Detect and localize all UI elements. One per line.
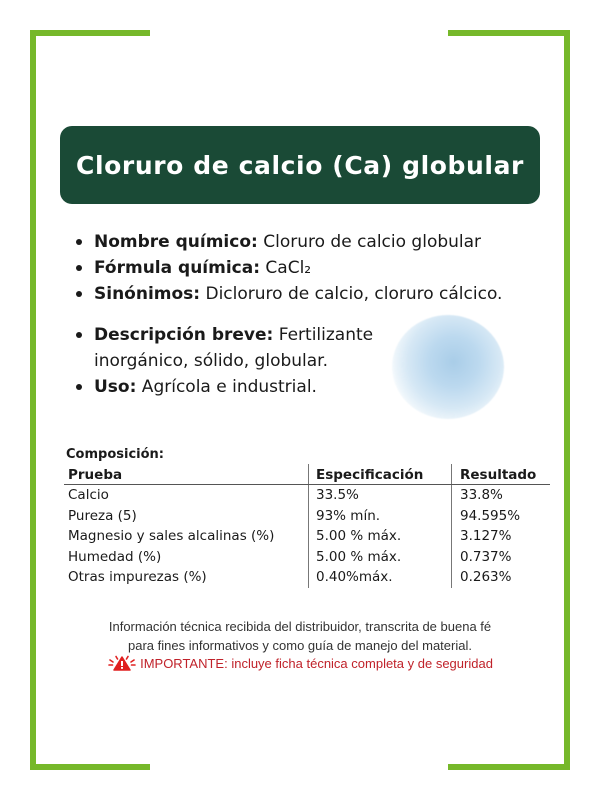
- page-title: Cloruro de calcio (Ca) globular: [76, 150, 524, 180]
- cell-prueba: Humedad (%): [68, 548, 162, 565]
- fact-formula: [94, 255, 502, 281]
- cell-prueba: Magnesio y sales alcalinas (%): [68, 528, 275, 545]
- cell-resultado: 0.263%: [452, 567, 551, 588]
- fact-label: Sinónimos:: [94, 284, 201, 304]
- frame-bottom-left-h: [30, 764, 150, 770]
- fact-value: Fertilizante inorgánico, sólido, globular.: [94, 325, 374, 371]
- table-row: [64, 526, 550, 547]
- cell-prueba: Calcio: [68, 487, 109, 504]
- fact-nombre: [94, 229, 502, 255]
- disclaimer-line-1: Información técnica recibida del distribuidor, transcrita de buena fé: [108, 619, 492, 634]
- header-prueba: Prueba: [64, 464, 309, 485]
- powder-image: [392, 315, 504, 419]
- fact-value: Cloruro de calcio globular: [257, 232, 482, 252]
- facts-list-secondary: [70, 322, 394, 400]
- table-row: [64, 506, 550, 527]
- title-banner: [60, 126, 540, 204]
- warning-alarm-icon: [107, 655, 137, 674]
- fact-label: Fórmula química:: [94, 258, 261, 278]
- cell-resultado: 0.737%: [452, 547, 551, 568]
- cell-especificacion: 5.00 % máx.: [309, 547, 452, 568]
- cell-resultado: 94.595%: [452, 506, 551, 527]
- fact-value: CaCl₂: [260, 258, 312, 278]
- frame-left-v: [30, 30, 36, 770]
- cell-especificacion: 93% mín.: [309, 506, 452, 527]
- composition-table: [64, 464, 550, 588]
- cell-resultado: 33.8%: [452, 485, 551, 506]
- cell-especificacion: 5.00 % máx.: [309, 526, 452, 547]
- cell-especificacion: 33.5%: [309, 485, 452, 506]
- cell-prueba: Pureza (5): [68, 507, 137, 524]
- cell-prueba: Otras impurezas (%): [68, 569, 207, 586]
- table-header-row: [64, 464, 550, 485]
- header-resultado: Resultado: [452, 464, 551, 485]
- fact-sinonimos: [94, 281, 502, 307]
- disclaimer-line-2: para fines informativos y como guía de manejo del material.: [128, 638, 472, 653]
- fact-label: Uso:: [94, 377, 137, 397]
- composition-title: Composición:: [66, 447, 164, 462]
- frame-top-right-h: [448, 30, 570, 36]
- frame-top-left-h: [30, 30, 150, 36]
- table-row: [64, 485, 550, 506]
- fact-label: Nombre químico:: [94, 232, 258, 252]
- cell-especificacion: 0.40%máx.: [309, 567, 452, 588]
- fact-uso: [94, 374, 394, 400]
- warning-text: IMPORTANTE: incluye ficha técnica completa y de seguridad: [140, 656, 493, 671]
- fact-value: Agrícola e industrial.: [136, 377, 317, 397]
- frame-bottom-right-h: [448, 764, 570, 770]
- frame-right-v: [564, 30, 570, 770]
- table-row: [64, 547, 550, 568]
- fact-value: Dicloruro de calcio, cloruro cálcico.: [200, 284, 503, 304]
- table-row: [64, 567, 550, 588]
- fact-descripcion: [94, 322, 394, 374]
- fact-label: Descripción breve:: [94, 325, 274, 345]
- facts-list: [70, 229, 502, 307]
- important-warning: [60, 655, 540, 674]
- header-especificacion: Especificación: [309, 464, 452, 485]
- cell-resultado: 3.127%: [452, 526, 551, 547]
